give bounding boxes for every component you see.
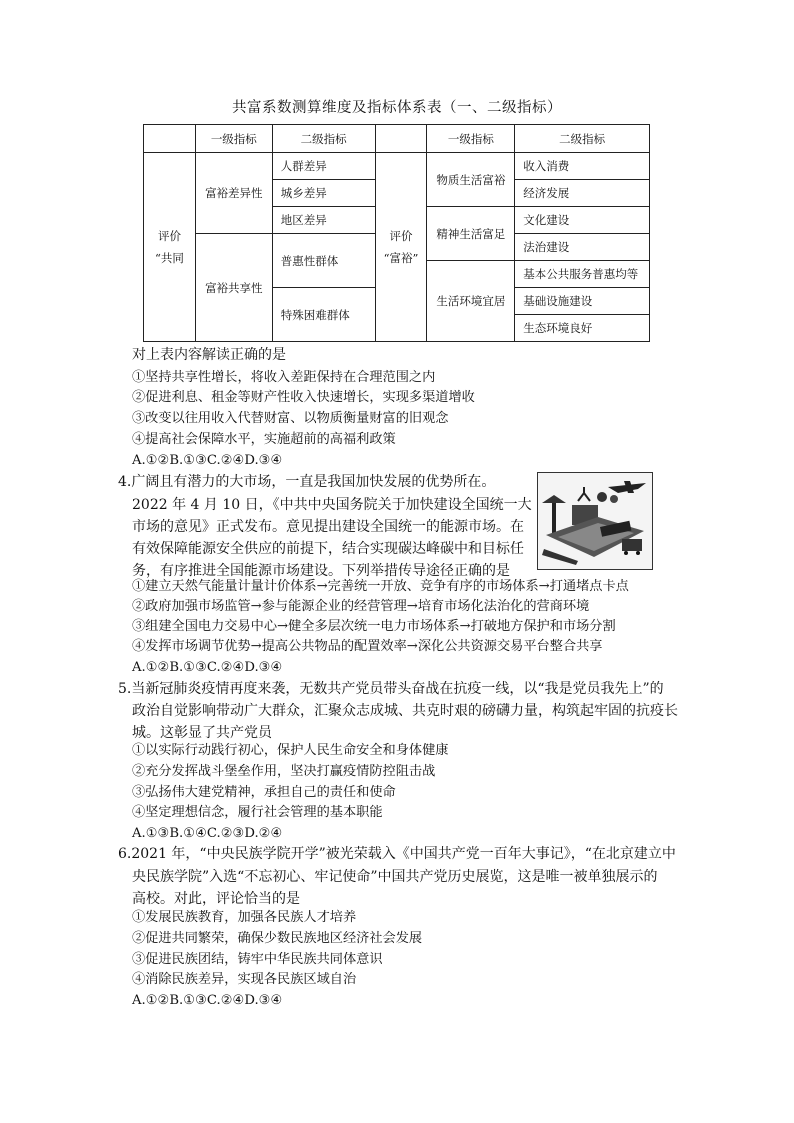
level2-cell: 特殊困难群体 bbox=[272, 288, 375, 342]
q3-option: ①坚持共享性增长，将收入差距保持在合理范围之内 bbox=[132, 370, 436, 385]
q5-option: ①以实际行动践行初心，保护人民生命安全和身体健康 bbox=[132, 743, 449, 758]
q6-stem-line: 央民族学院”入选“不忘初心、牢记使命”中国共产党历史展览，这是唯一被单独展示的 bbox=[132, 869, 658, 885]
level2-cell: 基本公共服务普惠均等 bbox=[515, 261, 650, 288]
level2-cell: 普惠性群体 bbox=[272, 234, 375, 288]
q4-option: ④发挥市场调节优势→提高公共物品的配置效率→深化公共资源交易平台整合共享 bbox=[132, 639, 603, 654]
q6-option: ②促进共同繁荣，确保少数民族地区经济社会发展 bbox=[132, 931, 423, 946]
header-cell: 二级指标 bbox=[515, 125, 650, 153]
level1-cell: 富裕共享性 bbox=[195, 234, 272, 342]
energy-market-illustration-svg bbox=[538, 473, 652, 569]
q5-stem-line: 城。这彰显了共产党员 bbox=[132, 725, 272, 741]
header-cell: 二级指标 bbox=[272, 125, 375, 153]
header-cell: 一级指标 bbox=[195, 125, 272, 153]
level2-cell: 基础设施建设 bbox=[515, 288, 650, 315]
q6-option: ④消除民族差异，实现各民族区域自治 bbox=[132, 972, 357, 987]
energy-market-illustration bbox=[537, 472, 653, 570]
level2-cell: 生态环境良好 bbox=[515, 315, 650, 342]
level2-cell: 人群差异 bbox=[272, 153, 375, 180]
q6-option: ①发展民族教育，加强各民族人才培养 bbox=[132, 910, 357, 925]
group-label-right: 评价 “富裕” bbox=[375, 153, 427, 342]
level1-cell: 精神生活富足 bbox=[427, 207, 515, 261]
q5-option: ③弘扬伟大建党精神，承担自己的责任和使命 bbox=[132, 785, 396, 800]
q5-option: ②充分发挥战斗堡垒作用，坚决打赢疫情防控阻击战 bbox=[132, 764, 436, 779]
q6-answers: A.①②B.①③C.②④D.③④ bbox=[132, 993, 283, 1008]
q6-stem-line: 6.2021 年，“中央民族学院开学”被光荣载入《中国共产党一百年大事记》，“在北京建立中 bbox=[118, 846, 676, 862]
level2-cell: 法治建设 bbox=[515, 234, 650, 261]
group-label-left: 评价 “共同 bbox=[144, 153, 196, 342]
q4-answers: A.①②B.①③C.②④D.③④ bbox=[132, 660, 283, 675]
level1-cell: 富裕差异性 bbox=[195, 153, 272, 234]
level2-cell: 地区差异 bbox=[272, 207, 375, 234]
q5-option: ④坚定理想信念，履行社会管理的基本职能 bbox=[132, 805, 383, 820]
q5-stem-line: 政治自觉影响带动广大群众，汇聚众志成城、共克时艰的磅礴力量，构筑起牢固的抗疫长 bbox=[132, 703, 678, 719]
header-cell: 一级指标 bbox=[427, 125, 515, 153]
level2-cell: 文化建设 bbox=[515, 207, 650, 234]
indicator-table bbox=[143, 124, 650, 342]
q3-option: ③改变以往用收入代替财富、以物质衡量财富的旧观念 bbox=[132, 411, 449, 426]
q3-stem: 对上表内容解读正确的是 bbox=[132, 347, 286, 363]
q4-stem-line: 务，有序推进全国能源市场建设。下列举措传导途径正确的是 bbox=[132, 563, 510, 579]
q4-option: ③组建全国电力交易中心→健全多层次统一电力市场体系→打破地方保护和市场分割 bbox=[132, 619, 616, 634]
q4-stem-line: 4.广阔且有潜力的大市场，一直是我国加快发展的优势所在。 bbox=[118, 474, 496, 490]
level2-cell: 经济发展 bbox=[515, 180, 650, 207]
level2-cell: 城乡差异 bbox=[272, 180, 375, 207]
table-header-row bbox=[144, 125, 650, 153]
level2-cell: 收入消费 bbox=[515, 153, 650, 180]
q3-option: ②促进利息、租金等财产性收入快速增长，实现多渠道增收 bbox=[132, 390, 475, 405]
q5-answers: A.①③B.①④C.②③D.②④ bbox=[132, 826, 283, 841]
q4-stem-line: 市场的意见》正式发布。意见提出建设全国统一的能源市场。在 bbox=[132, 519, 524, 535]
q3-option: ④提高社会保障水平，实施超前的高福利政策 bbox=[132, 432, 396, 447]
q5-stem-line: 5.当新冠肺炎疫情再度来袭，无数共产党员带头奋战在抗疫一线，以“我是党员我先上”的 bbox=[118, 681, 664, 697]
q6-stem-line: 高校。对此，评论恰当的是 bbox=[132, 891, 300, 907]
q4-option: ①建立天然气能量计量计价体系→完善统一开放、竞争有序的市场体系→打通堵点卡点 bbox=[132, 579, 629, 594]
table-title: 共富系数测算维度及指标体系表（一、二级指标） bbox=[232, 100, 562, 116]
q4-option: ②政府加强市场监管→参与能源企业的经营管理→培育市场化法治化的营商环境 bbox=[132, 599, 590, 614]
q3-answers: A.①②B.①③C.②④D.③④ bbox=[132, 453, 283, 468]
level1-cell: 生活环境宜居 bbox=[427, 261, 515, 342]
q6-option: ③促进民族团结，铸牢中华民族共同体意识 bbox=[132, 952, 383, 967]
level1-cell: 物质生活富裕 bbox=[427, 153, 515, 207]
q4-stem-line: 有效保障能源安全供应的前提下，结合实现碳达峰碳中和目标任 bbox=[132, 541, 524, 557]
q4-stem-line: 2022 年 4 月 10 日，《中共中央国务院关于加快建设全国统一大 bbox=[132, 497, 532, 513]
